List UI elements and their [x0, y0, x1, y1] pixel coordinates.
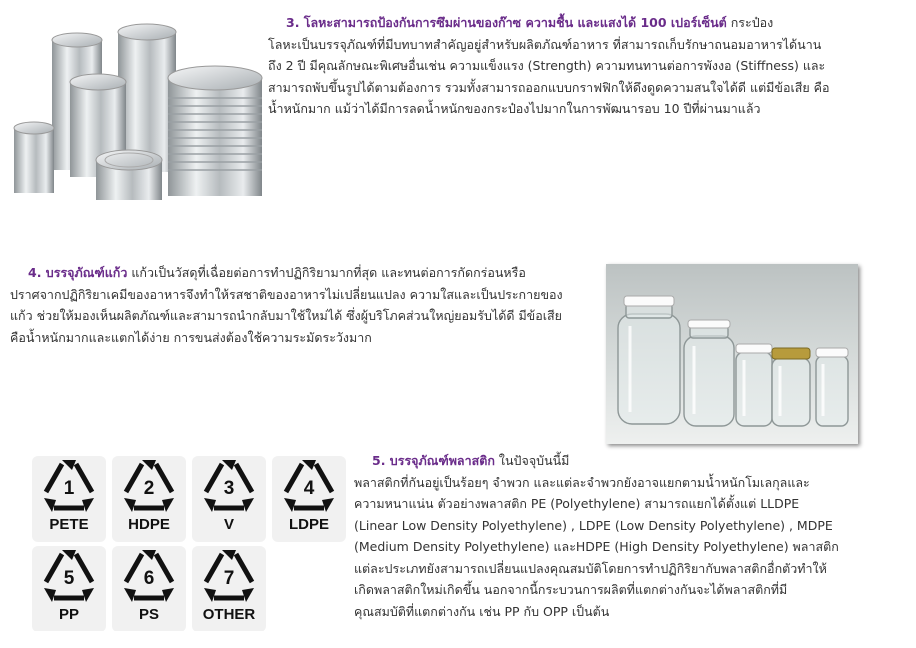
metal-cans-image [12, 20, 264, 205]
plastic-text-line: คุณสมบัติที่แตกต่างกัน เช่น PP กับ OPP เป็นต้น [354, 603, 610, 619]
recycling-code-5 [32, 546, 106, 631]
recycling-code-number: 1 [63, 478, 75, 499]
plastic-text-line: แต่ละประเภทยังสามารถเปลี่ยนแปลงคุณสมบัติโดยการทำปฏิกิริยากับพลาสติกอื่กตัวทำให้ [354, 560, 827, 576]
recycling-code-number: 3 [223, 478, 235, 499]
recycling-code-label: PS [138, 606, 159, 623]
recycling-code-number: 2 [143, 478, 155, 499]
recycling-code-label: LDPE [288, 516, 329, 533]
recycling-code-number: 4 [303, 478, 315, 499]
recycling-code-2 [112, 456, 186, 542]
metal-text-line: สามารถพับขึ้นรูปได้ตามต้องการ รวมทั้งสามารถออกแบบกราฟฟิกให้ดึงดูดความสนใจได้ดี แต่มีข้อเสีย คือ [268, 79, 830, 95]
metal-text-line: น้ำหนักมาก แม้ว่าได้มีการลดน้ำหนักของกระป๋องไปมากในการพัฒนารอบ 10 ปีที่ผ่านมาแล้ว [268, 101, 761, 116]
glass-text-line: คือน้ำหนักมากและแตกได้ง่าย การขนส่งต้องใช้ความระมัดระวังมาก [10, 329, 372, 345]
glass-heading: 4. บรรจุภัณฑ์แก้ว [28, 265, 128, 280]
metal-text-line: ถึง 2 ปี มีคุณลักษณะพิเศษอื่นเช่น ความแข็งแรง (Strength) ความทนทานต่อการพังงอ (Stiffness) และ [268, 58, 826, 73]
recycling-code-1 [32, 456, 106, 542]
recycling-code-label: OTHER [202, 606, 256, 623]
metal-text-line: โลหะเป็นบรรจุภัณฑ์ที่มีบทบาทสำคัญอยู่สำหรับผลิตภัณฑ์อาหาร ที่สามารถเก็บรักษาถนอมอาหารได้นาน [268, 36, 822, 52]
recycling-code-7 [192, 546, 266, 631]
plastic-section-text [354, 450, 874, 622]
recycling-code-4 [272, 456, 346, 542]
plastic-heading: 5. บรรจุภัณฑ์พลาสติก [372, 453, 495, 468]
recycling-code-label: PP [58, 606, 79, 623]
recycling-code-number: 6 [143, 568, 155, 589]
recycling-code-label: HDPE [128, 516, 170, 533]
glass-text-line: แก้วเป็นวัสดุที่เฉื่อยต่อการทำปฏิกิริยามากที่สุด และทนต่อการกัดกร่อนหรือ [127, 265, 526, 280]
metal-heading: 3. โลหะสามารถป้องกันการซึมผ่านของก๊าซ ความชื้น และแสงได้ 100 เปอร์เซ็นต์ [286, 15, 727, 30]
recycling-code-label: V [223, 516, 234, 533]
plastic-text-line: ความหนาแน่น ตัวอย่างพลาสติก PE (Polyethylene) สามารถแยกได้ตั้งแต่ LLDPE [354, 496, 800, 511]
recycling-code-3 [192, 456, 266, 542]
recycling-code-number: 5 [63, 568, 75, 589]
recycling-code-number: 7 [223, 568, 235, 589]
plastic-text-line: (Medium Density Polyethylene) และHDPE (High Density Polyethylene) พลาสติก [354, 539, 839, 554]
glass-section-text [10, 262, 600, 348]
recycling-code-6 [112, 546, 186, 631]
plastic-text-line: ในปัจจุบันนี้มี [494, 453, 570, 468]
plastic-text-line: เกิดพลาสติกใหม่เกิดขึ้น นอกจากนี้กระบวนการผลิตที่แตกต่างกันจะได้พลาสติกที่มี [354, 582, 788, 597]
glass-text-line: ปราศจากปฏิกิริยาเคมีของอาหารจึงทำให้รสชาติของอาหารไม่เปลี่ยนแปลง ความใสและเป็นประกายของ [10, 286, 563, 302]
plastic-text-line: พลาสติกที่กันอยู่เป็นร้อยๆ จำพวก และแต่ละจำพวกยังอาจแยกตามน้ำหนักโมเลกุลและ [354, 474, 810, 490]
recycling-code-label: PETE [49, 516, 89, 533]
glass-text-line: แก้ว ช่วยให้มองเห็นผลิตภัณฑ์และสามารถนำกลับมาใช้ใหม่ได้ ซึ่งผู้บริโภคส่วนใหญ่ยอมรับได้ดี มีข้อเสีย [10, 308, 562, 323]
plastic-text-line: (Linear Low Density Polyethylene) , LDPE (Low Density Polyethylene) , MDPE [354, 517, 833, 533]
metal-section-text [268, 12, 868, 120]
metal-text-line: กระป๋อง [726, 15, 774, 30]
glass-jars-image [606, 264, 858, 444]
recycling-codes-image [32, 456, 348, 631]
